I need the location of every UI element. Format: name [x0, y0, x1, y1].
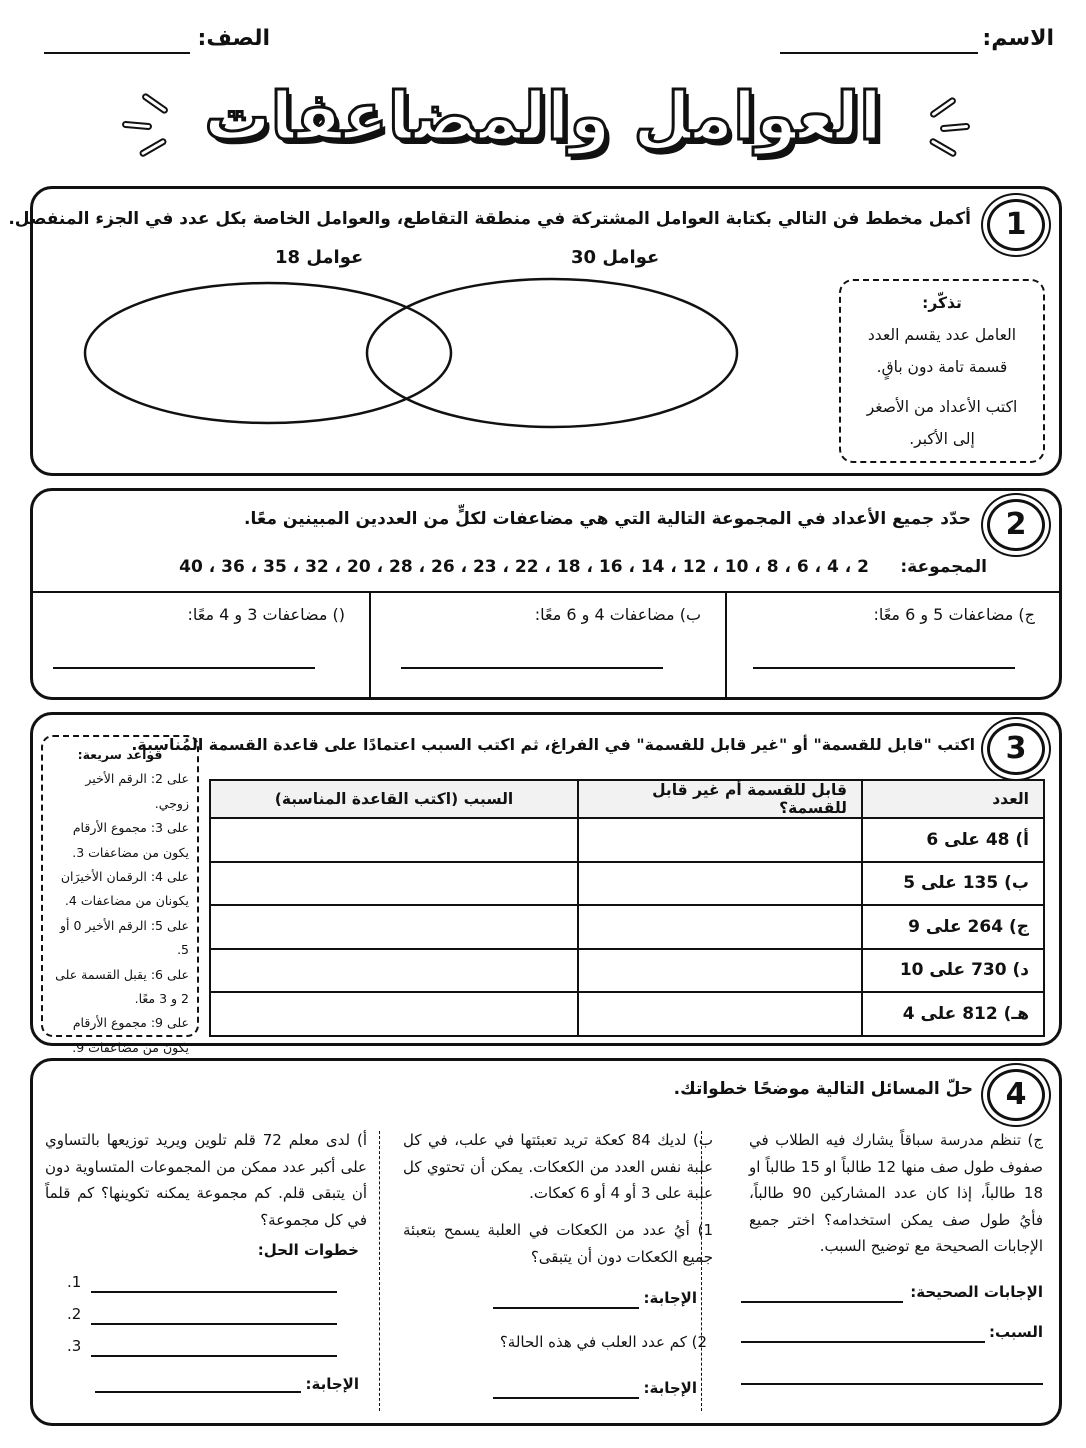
- cell-label: ب) مضاعفات 4 و 6 معًا:: [534, 605, 701, 624]
- table-row: [210, 862, 1044, 906]
- step-line[interactable]: [91, 1291, 337, 1293]
- remember-text: العامل عدد يقسم العدد: [867, 326, 1017, 344]
- problem-c-text: ج) تنظم مدرسة سباقاً يشارك فيه الطلاب في صفوف طول صف منها 12 طالباً او 15 طالباً او 18 طالباً، إذا كان عدد المشاركين 90 طالباً، فأيُ طول صف يمكن استخدامه؟ اختر جميع الإجابات الصحيحة مع توضيح السبب.: [749, 1131, 1044, 1255]
- venn-circle-18: [85, 283, 451, 423]
- row-number: د) 730 على 10: [862, 949, 1044, 993]
- header-number: العدد: [862, 780, 1044, 818]
- divisibility-table: [209, 779, 1045, 1037]
- table-row: [210, 905, 1044, 949]
- section-3: [30, 712, 1062, 1055]
- answer-line[interactable]: [493, 1397, 639, 1399]
- problem-a-text: أ) لدى معلم 72 قلم تلوين ويريد توزيعها بالتساوي على أكبر عدد ممكن من المجموعات المتساوية دون أن يتبقى قلم. كم مجموعة يمكنه تكوينها؟ كم قلماً في كل مجموعة؟: [45, 1131, 367, 1229]
- table-row: [210, 818, 1044, 862]
- quick-rules-box: [41, 735, 199, 1055]
- name-label: الاسم:: [982, 26, 1054, 51]
- rule-line: على 5: الرقم الأخير 0 أو 5.: [60, 917, 189, 958]
- cell-4-6: [369, 593, 725, 697]
- answer-label: الإجابة:: [643, 1379, 697, 1397]
- answer-line[interactable]: [53, 667, 315, 669]
- section-2: [30, 488, 1062, 700]
- divisible-cell[interactable]: [578, 862, 862, 906]
- remember-text: قسمة تامة دون باقٍ.: [876, 358, 1008, 376]
- class-label: الصف:: [197, 26, 270, 51]
- rules-title: قواعد سريعة:: [77, 747, 163, 762]
- venn-left-label: عوامل 18: [275, 247, 364, 268]
- section-2-number: 2: [987, 499, 1045, 551]
- section-4: [30, 1058, 1062, 1426]
- rule-line: على 4: الرقمان الأخيرَان: [60, 869, 189, 885]
- answer-line[interactable]: [95, 1391, 301, 1393]
- remember-box: [839, 279, 1045, 463]
- remember-text: إلى الأكبر.: [909, 430, 975, 448]
- reason-cell[interactable]: [210, 905, 578, 949]
- section-3-question: اكتب "قابل للقسمة" أو "غير قابل للقسمة" في الفراغ، ثم اكتب السبب اعتمادًا على قاعدة القسمة المُناسبة.: [131, 735, 975, 754]
- answer-line[interactable]: [401, 667, 663, 669]
- section-1: [8, 186, 1062, 476]
- header-divisible: قابل للقسمة أم غير قابل للقسمة؟: [578, 780, 862, 818]
- reason-cell[interactable]: [210, 818, 578, 862]
- correct-answers-label: الإجابات الصحيحة:: [910, 1283, 1043, 1301]
- divisible-cell[interactable]: [578, 905, 862, 949]
- section-1-question: أكمل مخطط فن التالي بكتابة العوامل المشتركة في منطقة التقاطع، والعوامل الخاصة بكل عدد في الجزء المنفصل.: [8, 209, 971, 229]
- answer-label: الإجابة:: [643, 1289, 697, 1307]
- problem-b-text: ب) لديك 84 كعكة تريد تعبئتها في علب، في كل علبة نفس العدد من الكعكات. يمكن أن تحتوي كل علبة على 3 أو 4 أو 6 كعكات.: [403, 1131, 713, 1202]
- reason-cell[interactable]: [210, 949, 578, 993]
- reason-line-2[interactable]: [741, 1383, 1043, 1385]
- name-field[interactable]: [780, 52, 978, 54]
- row-number: أ) 48 على 6: [862, 818, 1044, 862]
- table-row: [210, 949, 1044, 993]
- reason-cell[interactable]: [210, 992, 578, 1036]
- section-4-number: 4: [987, 1069, 1045, 1121]
- reason-line-1[interactable]: [741, 1341, 985, 1343]
- cell-label: ج) مضاعفات 5 و 6 معًا:: [873, 605, 1035, 624]
- set-label: المجموعة:: [900, 557, 987, 577]
- rule-line: على 3: مجموع الأرقام: [72, 820, 189, 836]
- section-3-number: 3: [987, 723, 1045, 775]
- steps-label: خطوات الحل:: [257, 1241, 359, 1259]
- section-4-question: حلّ المسائل التالية موضحًا خطواتك.: [673, 1079, 973, 1099]
- step-line[interactable]: [91, 1355, 337, 1357]
- correct-answers-line[interactable]: [741, 1301, 903, 1303]
- row-number: ب) 135 على 5: [862, 862, 1044, 906]
- step-number: 1.: [67, 1273, 82, 1291]
- answer-line[interactable]: [493, 1307, 639, 1309]
- reason-cell[interactable]: [210, 862, 578, 906]
- rule-line: يكون من مضاعفات 3.: [72, 844, 189, 860]
- venn-right-label: عوامل 30: [571, 247, 660, 268]
- reason-label: السبب:: [988, 1323, 1043, 1341]
- venn-diagram[interactable]: [83, 277, 843, 437]
- divisible-cell[interactable]: [578, 818, 862, 862]
- rule-line: على 6: يقبل القسمة على: [55, 966, 189, 982]
- cell-label: () مضاعفات 3 و 4 معًا:: [187, 605, 345, 624]
- multiples-grid: [33, 591, 1059, 697]
- answer-line[interactable]: [753, 667, 1015, 669]
- class-field[interactable]: [44, 52, 190, 54]
- cell-5-6: [725, 593, 1059, 697]
- table-row: [210, 992, 1044, 1036]
- problem-b-question-1: 1) أيُ عدد من الكعكات في العلبة يسمح بتعبئة جميع الكعكات دون أن يتبقى؟: [403, 1221, 713, 1266]
- rule-line: يكونان من مضاعفات 4.: [64, 893, 189, 909]
- row-number: ج) 264 على 9: [862, 905, 1044, 949]
- rule-line: 2 و 3 معًا.: [134, 991, 189, 1007]
- rule-line: على 9: مجموع الأرقام: [72, 1015, 189, 1031]
- rule-line: يكون من مضاعفات 9.: [72, 1039, 189, 1055]
- row-number: هـ) 812 على 4: [862, 992, 1044, 1036]
- remember-title: تذكّر:: [922, 294, 962, 312]
- step-number: 2.: [67, 1305, 82, 1323]
- cell-3-4: [33, 593, 369, 697]
- section-1-number: 1: [987, 199, 1045, 251]
- problem-b-question-2: 2) كم عدد العلب في هذه الحالة؟: [499, 1333, 707, 1351]
- rule-line: على 2: الرقم الأخير زوجي.: [85, 771, 189, 811]
- divisible-cell[interactable]: [578, 992, 862, 1036]
- answer-label: الإجابة:: [305, 1375, 359, 1393]
- remember-text: اكتب الأعداد من الأصغر: [866, 398, 1018, 416]
- step-number: 3.: [67, 1337, 82, 1355]
- page-title: العوامل والمضاعفات: [204, 78, 882, 155]
- venn-circle-30: [367, 279, 737, 427]
- set-values: 2 ، 4 ، 6 ، 8 ، 10 ، 12 ، 14 ، 16 ، 18 ، 22 ، 23 ، 26 ، 28 ، 20 ، 32 ، 35 ، 36 ، 40: [179, 557, 869, 577]
- step-line[interactable]: [91, 1323, 337, 1325]
- section-2-question: حدّد جميع الأعداد في المجموعة التالية التي هي مضاعفات لكلٍّ من العددين المبينين معًا.: [244, 509, 971, 529]
- divisible-cell[interactable]: [578, 949, 862, 993]
- header-reason: السبب (اكتب القاعدة المناسبة): [210, 780, 578, 818]
- column-divider: [379, 1131, 380, 1411]
